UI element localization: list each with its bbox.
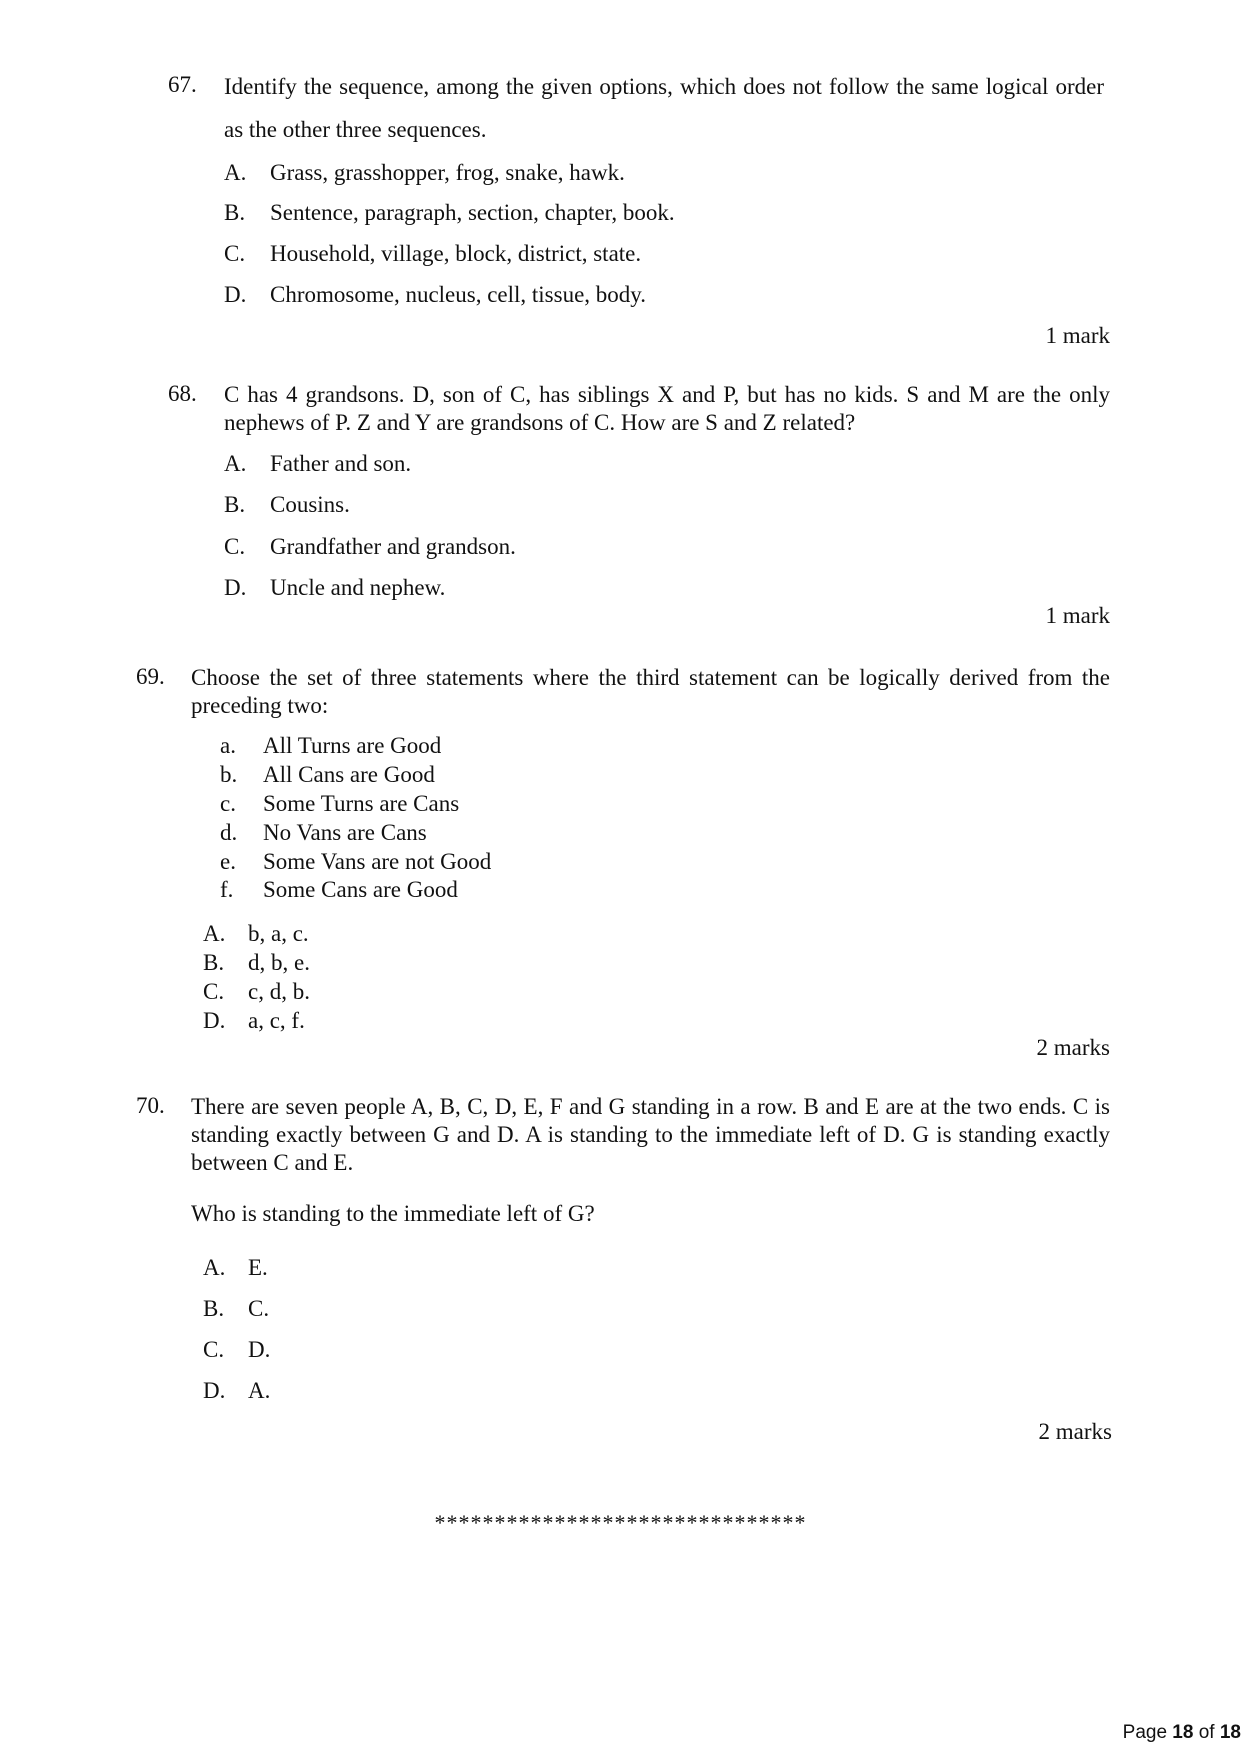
question-number: 70. [136,1093,165,1118]
option-label: C. [224,534,246,559]
option-label: C. [203,1337,225,1362]
option-text: d, b, e. [248,950,310,975]
question-text: Choose the set of three statements where the third statement can be logically derived from the preceding two: [191,665,1110,718]
marks-label: 1 mark [1045,603,1110,628]
question-number: 69. [136,664,165,689]
question-text: C has 4 grandsons. D, son of C, has siblings X and P, but has no kids. S and M are the only nephews of P. Z and Y are grandsons of C. How are S and Z related? [224,382,1110,435]
statement-label: f. [220,877,234,902]
page-total: 18 [1219,1722,1241,1743]
statement-label: e. [220,849,236,874]
option-label: C. [203,979,225,1004]
question-number: 67. [168,72,197,97]
page-of: of [1198,1722,1215,1743]
option-text: c, d, b. [248,979,310,1004]
statement-text: Some Vans are not Good [263,849,492,874]
option-label: B. [224,200,246,225]
option-label: A. [224,451,247,476]
option-label: A. [224,160,247,185]
option-text: Grass, grasshopper, frog, snake, hawk. [270,160,625,185]
page-footer [154,1722,1241,1744]
marks-label: 2 marks [1036,1035,1110,1060]
question-text: Identify the sequence, among the given options, which does not follow the same logical order as the other three sequences. [224,74,1104,142]
option-text: Sentence, paragraph, section, chapter, book. [270,200,675,225]
option-label: C. [224,241,246,266]
statement-text: Some Turns are Cans [263,791,460,816]
option-text: b, a, c. [248,921,309,946]
option-text: A. [248,1378,271,1403]
statement-text: Some Cans are Good [263,877,458,902]
question-text: There are seven people A, B, C, D, E, F and G standing in a row. B and E are at the two ends. C is standing exactly between G and D. A is standing to the immediate left of D. G is standing exactly between C and E. [191,1094,1110,1175]
option-label: D. [224,575,247,600]
option-text: C. [248,1296,270,1321]
statement-label: c. [220,791,236,816]
statement-label: d. [220,820,238,845]
option-text: E. [248,1255,268,1280]
marks-label: 1 mark [1045,323,1110,348]
statement-label: b. [220,762,238,787]
page-current: 18 [1172,1722,1194,1743]
option-text: Uncle and nephew. [270,575,446,600]
option-text: Father and son. [270,451,412,476]
option-text: D. [248,1337,271,1362]
option-text: Grandfather and grandson. [270,534,516,559]
option-label: A. [203,1255,226,1280]
option-text: Household, village, block, district, state. [270,241,642,266]
statement-label: a. [220,733,236,758]
option-label: D. [203,1378,226,1403]
question-number: 68. [168,381,197,406]
marks-label: 2 marks [1038,1419,1112,1444]
question-prompt: Who is standing to the immediate left of G? [191,1201,595,1226]
option-label: B. [203,950,225,975]
option-label: D. [203,1008,226,1033]
statement-text: No Vans are Cans [263,820,427,845]
page-prefix: Page [1122,1722,1168,1743]
end-of-paper-marker: ******************************* [434,1510,807,1535]
option-text: Chromosome, nucleus, cell, tissue, body. [270,282,647,307]
option-text: Cousins. [270,492,350,517]
option-label: D. [224,282,247,307]
option-label: B. [224,492,246,517]
option-text: a, c, f. [248,1008,305,1033]
option-label: A. [203,921,226,946]
statement-text: All Turns are Good [263,733,442,758]
statement-text: All Cans are Good [263,762,435,787]
option-label: B. [203,1296,225,1321]
